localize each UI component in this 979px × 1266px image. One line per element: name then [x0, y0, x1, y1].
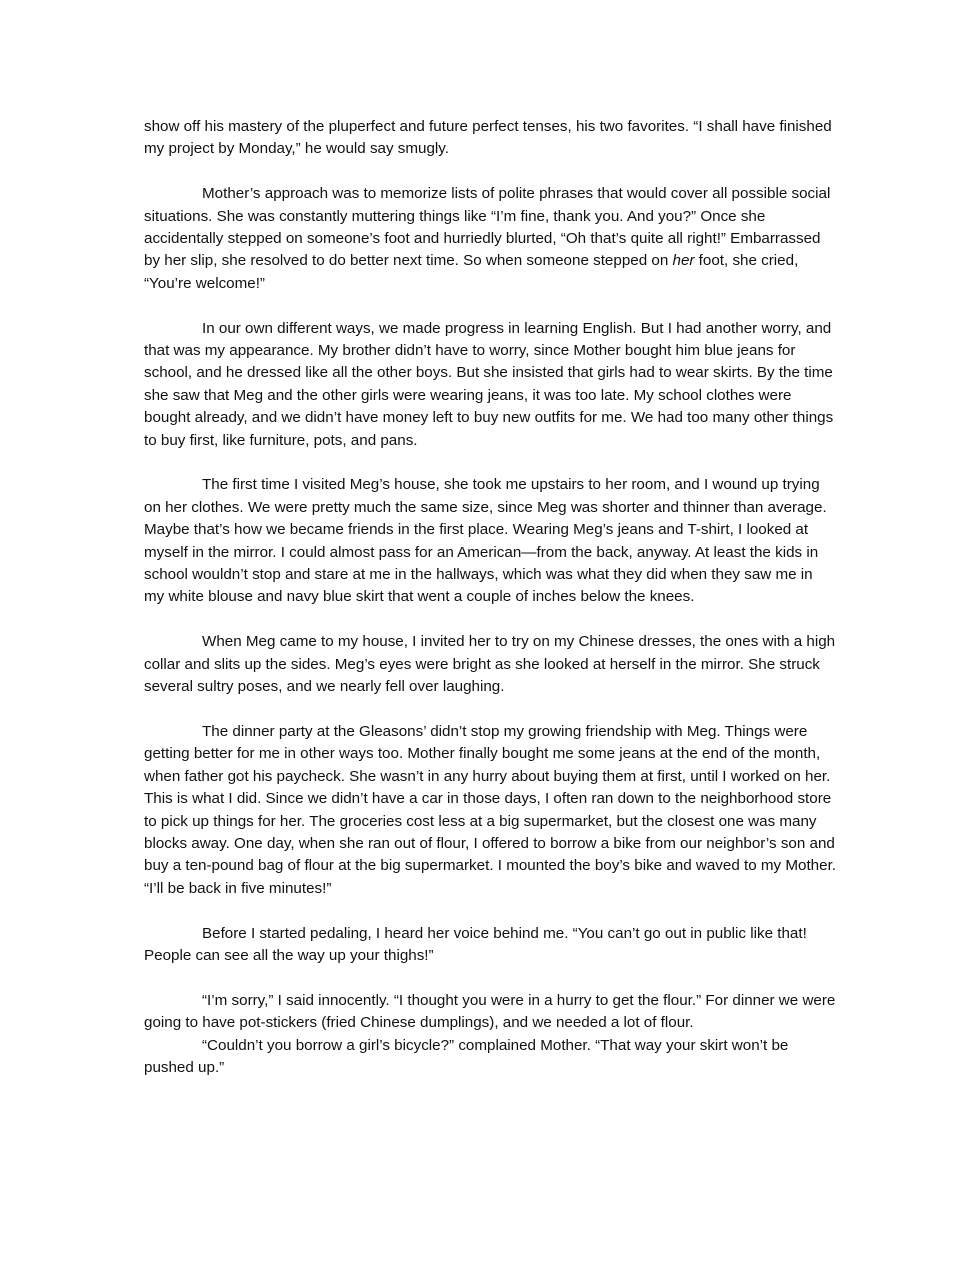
paragraph-6: The dinner party at the Gleasons’ didn’t stop my growing friendship with Meg. Things were getting better for me in other ways too. Mother finally bought me some jeans at the end of the month, when father got his paycheck. She wasn’t in any hurry about buying them at first, until I worked on her. This is what I did. Since we didn’t have a car in those days, I often ran down to the neighborhood store to pick up things for her. The groceries cost less at a big supermarket, but the closest one was many blocks away. One day, when she ran out of flour, I offered to borrow a bike from our neighbor’s son and buy a ten-pound bag of flour at the big supermarket. I mounted the boy’s bike and waved to my Mother. “I’ll be back in five minutes!” — [144, 722, 837, 897]
paragraph-1: show off his mastery of the pluperfect and future perfect tenses, his two favorites. “I shall have finished my project by Monday,” he would say smugly. — [144, 118, 832, 158]
paragraph-9: “Couldn’t you borrow a girl’s bicycle?” complained Mother. “That way your skirt won’t be pushed up.” — [144, 1036, 789, 1076]
paragraph-2-text-after: foot, she cried, “You’re welcome!” — [144, 252, 799, 292]
paragraph-4: The first time I visited Meg’s house, she took me upstairs to her room, and I wound up trying on her clothes. We were pretty much the same size, since Meg was shorter and thinner than average. Maybe that’s how we became friends in the first place. Wearing Meg’s jeans and T-shirt, I looked at myself in the mirror. I could almost pass for an American—from the back, anyway. At least the kids in school wouldn’t stop and stare at me in the hallways, which was what they did when they saw me in my white blouse and navy blue skirt that went a couple of inches below the knees. — [144, 476, 827, 606]
paragraph-5: When Meg came to my house, I invited her to try on my Chinese dresses, the ones with a high collar and slits up the sides. Meg’s eyes were bright as she looked at herself in the mirror. She struck several sultry poses, and we nearly fell over laughing. — [144, 633, 836, 696]
paragraph-2-emphasis: her — [672, 252, 695, 270]
paragraph-2-text-before: Mother’s approach was to memorize lists of polite phrases that would cover all possible social situations. She was constantly muttering things like “I’m fine, thank you. And you?” Once she accidentally stepped on someone’s foot and hurriedly blurted, “Oh that’s quite all right!” Embarrassed by her slip, she resolved to do better next time. So when someone stepped on — [144, 185, 831, 270]
paragraph-7: Before I started pedaling, I heard her voice behind me. “You can’t go out in public like that! People can see all the way up your thighs!” — [144, 924, 807, 964]
paragraph-2 — [144, 183, 836, 295]
paragraph-8: “I’m sorry,” I said innocently. “I thought you were in a hurry to get the flour.” For dinner we were going to have pot-stickers (fried Chinese dumplings), and we needed a lot of flour. — [144, 991, 836, 1032]
body-text — [144, 116, 836, 1102]
paragraph-3: In our own different ways, we made progress in learning English. But I had another worry, and that was my appearance. My brother didn’t have to worry, since Mother bought him blue jeans for school, and he dressed like all the other boys. But she insisted that girls had to wear skirts. By the time she saw that Meg and the other girls were wearing jeans, it was too late. My school clothes were bought already, and we didn’t have money left to buy new outfits for me. We had too many other things to buy first, like furniture, pots, and pans. — [144, 319, 834, 449]
